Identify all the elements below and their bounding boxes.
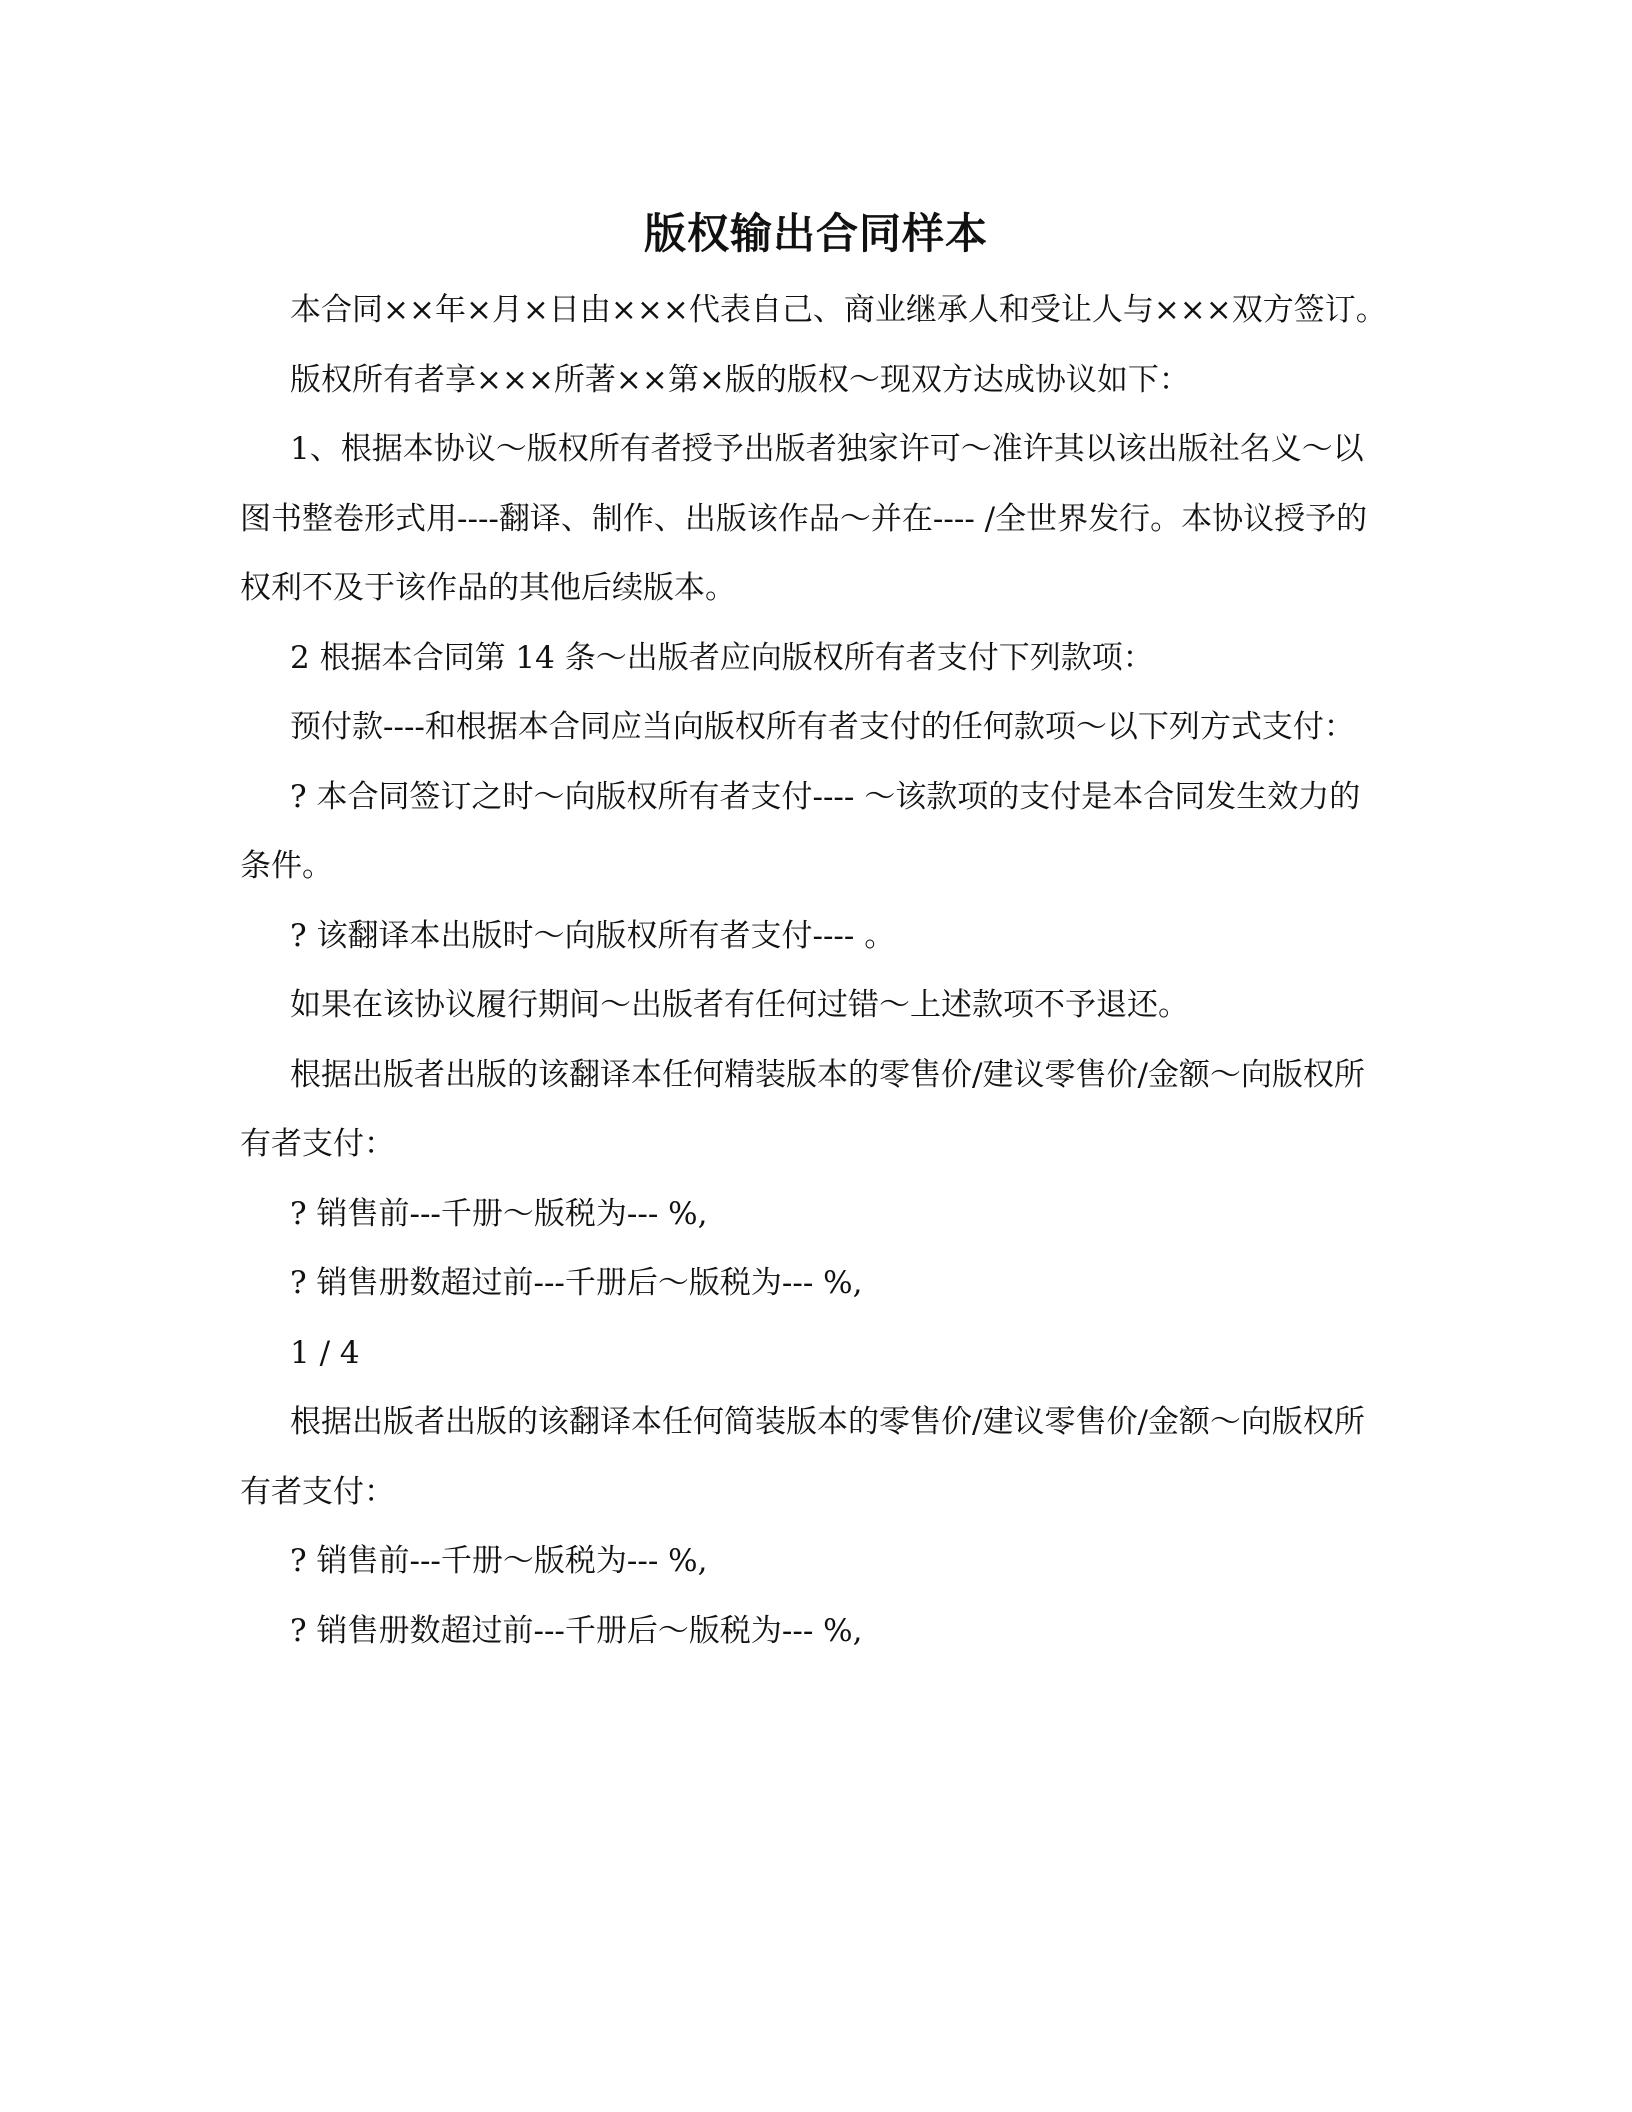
document-body bbox=[240, 276, 1390, 1666]
paragraph-contract-intro: 本合同××年×月×日由×××代表自己、商业继承人和受让人与×××双方签订。 bbox=[290, 292, 1387, 328]
paragraph-paperback-tier-2: ? 销售册数超过前---千册后～版税为--- %, bbox=[290, 1612, 863, 1649]
paragraph-paperback-tier-1: ? 销售前---千册～版税为--- %, bbox=[290, 1543, 708, 1579]
paragraph-non-refundable: 如果在该协议履行期间～出版者有任何过错～上述款项不予退还。 bbox=[290, 987, 1189, 1023]
paragraph-hardcover-tier-1: ? 销售前---千册～版税为--- %, bbox=[290, 1195, 708, 1232]
paragraph-clause-1: 1、根据本协议～版权所有者授予出版者独家许可～准许其以该出版社名义～以图书整卷形式用----翻译、制作、出版该作品～并在---- /全世界发行。本协议授予的权利不及于该作品的其他后续版本。 bbox=[240, 431, 1368, 606]
paragraph-clause-2: 2 根据本合同第 14 条～出版者应向版权所有者支付下列款项： bbox=[290, 639, 1154, 676]
paragraph-hardcover-tier-2: ? 销售册数超过前---千册后～版税为--- %, bbox=[290, 1265, 863, 1301]
paragraph-paperback-royalty: 根据出版者出版的该翻译本任何简装版本的零售价/建议零售价/金额～向版权所有者支付： bbox=[240, 1404, 1365, 1510]
paragraph-advance-payment: 预付款----和根据本合同应当向版权所有者支付的任何款项～以下列方式支付： bbox=[290, 709, 1355, 745]
document-title: 版权输出合同样本 bbox=[643, 209, 988, 258]
paragraph-agreement-statement: 版权所有者享×××所著××第×版的版权～现双方达成协议如下： bbox=[290, 361, 1190, 398]
paragraph-payment-on-publication: ? 该翻译本出版时～向版权所有者支付---- 。 bbox=[290, 917, 896, 954]
page-number: 1 / 4 bbox=[290, 1334, 360, 1371]
paragraph-hardcover-royalty: 根据出版者出版的该翻译本任何精装版本的零售价/建议零售价/金额～向版权所有者支付： bbox=[240, 1056, 1365, 1162]
paragraph-payment-on-signing: ? 本合同签订之时～向版权所有者支付---- ～该款项的支付是本合同发生效力的条件。 bbox=[240, 778, 1361, 884]
